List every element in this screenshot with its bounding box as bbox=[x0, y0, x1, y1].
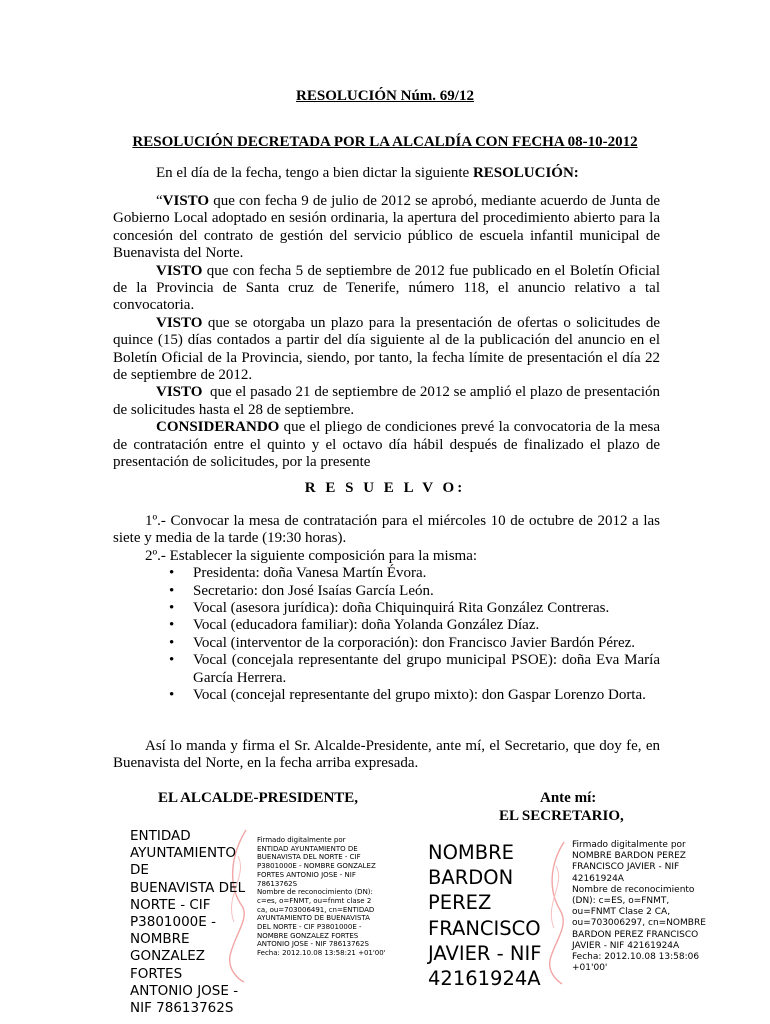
stamp-detail-line: ou=703006297, cn=NOMBRE bbox=[572, 918, 706, 929]
consideration-keyword: VISTO bbox=[156, 384, 203, 401]
intro-paragraph bbox=[156, 165, 579, 182]
stamp-line: NOMBRE bbox=[428, 841, 515, 864]
stamp-detail-line: DEL NORTE - CIF P3801000E - bbox=[257, 923, 362, 932]
secretary-digital-stamp bbox=[428, 840, 568, 991]
resolution-title: RESOLUCIÓN Núm. 69/12 bbox=[296, 88, 474, 104]
secretary-signature-title: EL SECRETARIO, bbox=[499, 808, 624, 824]
consideration-text: que se otorgaba un plazo para la presentación de ofertas o solicitudes de quince (15) días contados a partir del día siguiente al de la publicación del anuncio en el Boletín Oficial de la Provincia, siendo, por tanto, la fecha límite de presentación el día 22 de septiembre de 2012. bbox=[113, 314, 660, 384]
stamp-detail-line: FORTES ANTONIO JOSE - NIF bbox=[257, 870, 356, 879]
resolution-second: 2º.- Establecer la siguiente composición para la misma: bbox=[145, 547, 478, 564]
stamp-line: ANTONIO JOSE - bbox=[130, 982, 239, 999]
consideration-keyword: VISTO bbox=[156, 262, 203, 279]
secretary-before-me: Ante mí: bbox=[540, 790, 597, 806]
stamp-detail-line: +01'00' bbox=[572, 963, 608, 974]
stamp-line: ENTIDAD bbox=[130, 828, 191, 844]
stamp-line: FRANCISCO bbox=[428, 916, 541, 940]
consideration-paragraph bbox=[113, 419, 660, 471]
closing-block bbox=[113, 738, 660, 773]
stamp-detail-line: ENTIDAD AYUNTAMIENTO DE bbox=[257, 844, 358, 853]
consideration-keyword: VISTO bbox=[162, 193, 210, 209]
stamp-line: 42161924A bbox=[428, 967, 541, 991]
list-item: • Secretario: don José Isaías García León. bbox=[193, 583, 660, 600]
list-item: • Vocal (concejal representante del grupo mixto): don Gaspar Lorenzo Dorta. bbox=[193, 687, 660, 704]
quote-mark: “ bbox=[156, 193, 163, 209]
stamp-line: BARDON bbox=[428, 866, 514, 890]
stamp-detail-line: BUENAVISTA DEL NORTE - CIF bbox=[257, 853, 361, 862]
stamp-line: JAVIER - NIF bbox=[428, 941, 542, 965]
stamp-detail-line: Nombre de reconocimiento bbox=[572, 884, 695, 895]
list-item: • Vocal (asesora jurídica): doña Chiquinquirá Rita González Contreras. bbox=[193, 600, 660, 617]
stamp-line: NOMBRE bbox=[130, 931, 190, 948]
stamp-detail-line: Fecha: 2012.10.08 13:58:21 +01'00' bbox=[257, 949, 386, 958]
stamp-line: NIF 78613762S bbox=[130, 1000, 234, 1017]
stamp-detail-line: P3801000E - NOMBRE GONZALEZ bbox=[257, 862, 376, 871]
list-item: • Vocal (interventor de la corporación): don Francisco Javier Bardón Pérez. bbox=[193, 635, 660, 652]
consideration-paragraph bbox=[113, 315, 660, 385]
resolutions-block bbox=[113, 513, 660, 704]
stamp-line: P3801000E - bbox=[130, 914, 216, 931]
mayor-signature-title: EL ALCALDE-PRESIDENTE, bbox=[158, 790, 359, 806]
stamp-line: AYUNTAMIENTO DE bbox=[130, 845, 236, 879]
stamp-line: NORTE - CIF bbox=[130, 896, 211, 913]
members-list bbox=[113, 565, 660, 704]
consideration-text: que el pliego de condiciones prevé la convocatoria de la mesa de contratación entre el quinto y el octavo día hábil después de finalizado el plazo de presentación de solicitudes, por la presente bbox=[113, 419, 660, 471]
resolution-subtitle: RESOLUCIÓN DECRETADA POR LA ALCALDÍA CON FECHA 08-10-2012 bbox=[132, 134, 638, 150]
stamp-detail-line: AYUNTAMIENTO DE BUENAVISTA bbox=[257, 914, 370, 923]
list-item: • Vocal (concejala representante del grupo municipal PSOE): doña Eva María García Herrera. bbox=[193, 652, 660, 687]
stamp-detail-line: 78613762S bbox=[257, 879, 298, 888]
stamp-detail-line: c=es, o=FNMT, ou=fnmt clase 2 bbox=[257, 896, 372, 905]
stamp-detail-line: ANTONIO JOSE - NIF 78613762S bbox=[257, 940, 369, 949]
list-item: • Vocal (educadora familiar): doña Yolanda González Díaz. bbox=[193, 617, 660, 634]
consideration-keyword: VISTO bbox=[156, 314, 203, 331]
resuelvo-heading: R E S U E L V O: bbox=[304, 480, 466, 496]
consideration-keyword: CONSIDERANDO bbox=[156, 419, 280, 436]
stamp-detail-line: JAVIER - NIF 42161924A bbox=[572, 940, 680, 951]
consideration-paragraph bbox=[113, 384, 664, 419]
list-item: • Presidenta: doña Vanesa Martín Évora. bbox=[193, 565, 660, 582]
secretary-digital-stamp-details bbox=[572, 840, 712, 974]
stamp-detail-line: ou=FNMT Clase 2 CA, bbox=[572, 907, 671, 918]
stamp-line: GONZALEZ FORTES bbox=[130, 948, 205, 982]
stamp-detail-line: Firmado digitalmente por bbox=[572, 840, 686, 850]
intro-bold: RESOLUCIÓN: bbox=[472, 165, 579, 181]
mayor-digital-stamp bbox=[130, 828, 255, 1017]
resolution-first: 1º.- Convocar la mesa de contratación para el miércoles 10 de octubre de 2012 a las siete y media de la tarde (19:30 horas). bbox=[113, 513, 660, 547]
stamp-detail-line: Nombre de reconocimiento (DN): bbox=[257, 888, 373, 897]
mayor-digital-stamp-details bbox=[257, 836, 387, 958]
consideration-text: que con fecha 9 de julio de 2012 se aprobó, mediante acuerdo de Junta de Gobierno Local adoptado en sesión ordinaria, la apertura del procedimiento abierto para la concesión del contrato de gestión del servicio público de escuela infantil municipal de Buenavista del Norte. bbox=[113, 193, 660, 262]
closing-paragraph: Así lo manda y firma el Sr. Alcalde-Presidente, ante mí, el Secretario, que doy fe, en Buenavista del Norte, en la fecha arriba expresada. bbox=[113, 738, 660, 772]
intro-text: En el día de la fecha, tengo a bien dictar la siguiente bbox=[156, 165, 473, 181]
stamp-detail-line: (DN): c=ES, o=FNMT, bbox=[572, 896, 670, 907]
stamp-detail-line: Firmado digitalmente por bbox=[257, 836, 346, 844]
stamp-detail-line: NOMBRE GONZALEZ FORTES bbox=[257, 931, 359, 940]
stamp-detail-line: Fecha: 2012.10.08 13:58:06 bbox=[572, 952, 700, 963]
considerations-block bbox=[113, 193, 664, 472]
consideration-text: que con fecha 5 de septiembre de 2012 fue publicado en el Boletín Oficial de la Provincia de Santa cruz de Tenerife, número 118, el anuncio relativo a tal convocatoria. bbox=[113, 262, 660, 314]
stamp-detail-line: FRANCISCO JAVIER - NIF bbox=[572, 862, 680, 873]
stamp-detail-line: NOMBRE BARDON PEREZ bbox=[572, 851, 686, 862]
stamp-detail-line: BARDON PEREZ FRANCISCO bbox=[572, 929, 699, 940]
consideration-text: que el pasado 21 de septiembre de 2012 se amplió el plazo de presentación de solicitudes hasta el 28 de septiembre. bbox=[113, 384, 664, 418]
stamp-line: BUENAVISTA DEL bbox=[130, 879, 246, 896]
stamp-line: PEREZ bbox=[428, 891, 492, 915]
consideration-paragraph bbox=[113, 263, 660, 315]
stamp-detail-line: ca, ou=703006491, cn=ENTIDAD bbox=[257, 905, 375, 914]
consideration-paragraph bbox=[113, 193, 660, 263]
stamp-detail-line: 42161924A bbox=[572, 873, 624, 884]
